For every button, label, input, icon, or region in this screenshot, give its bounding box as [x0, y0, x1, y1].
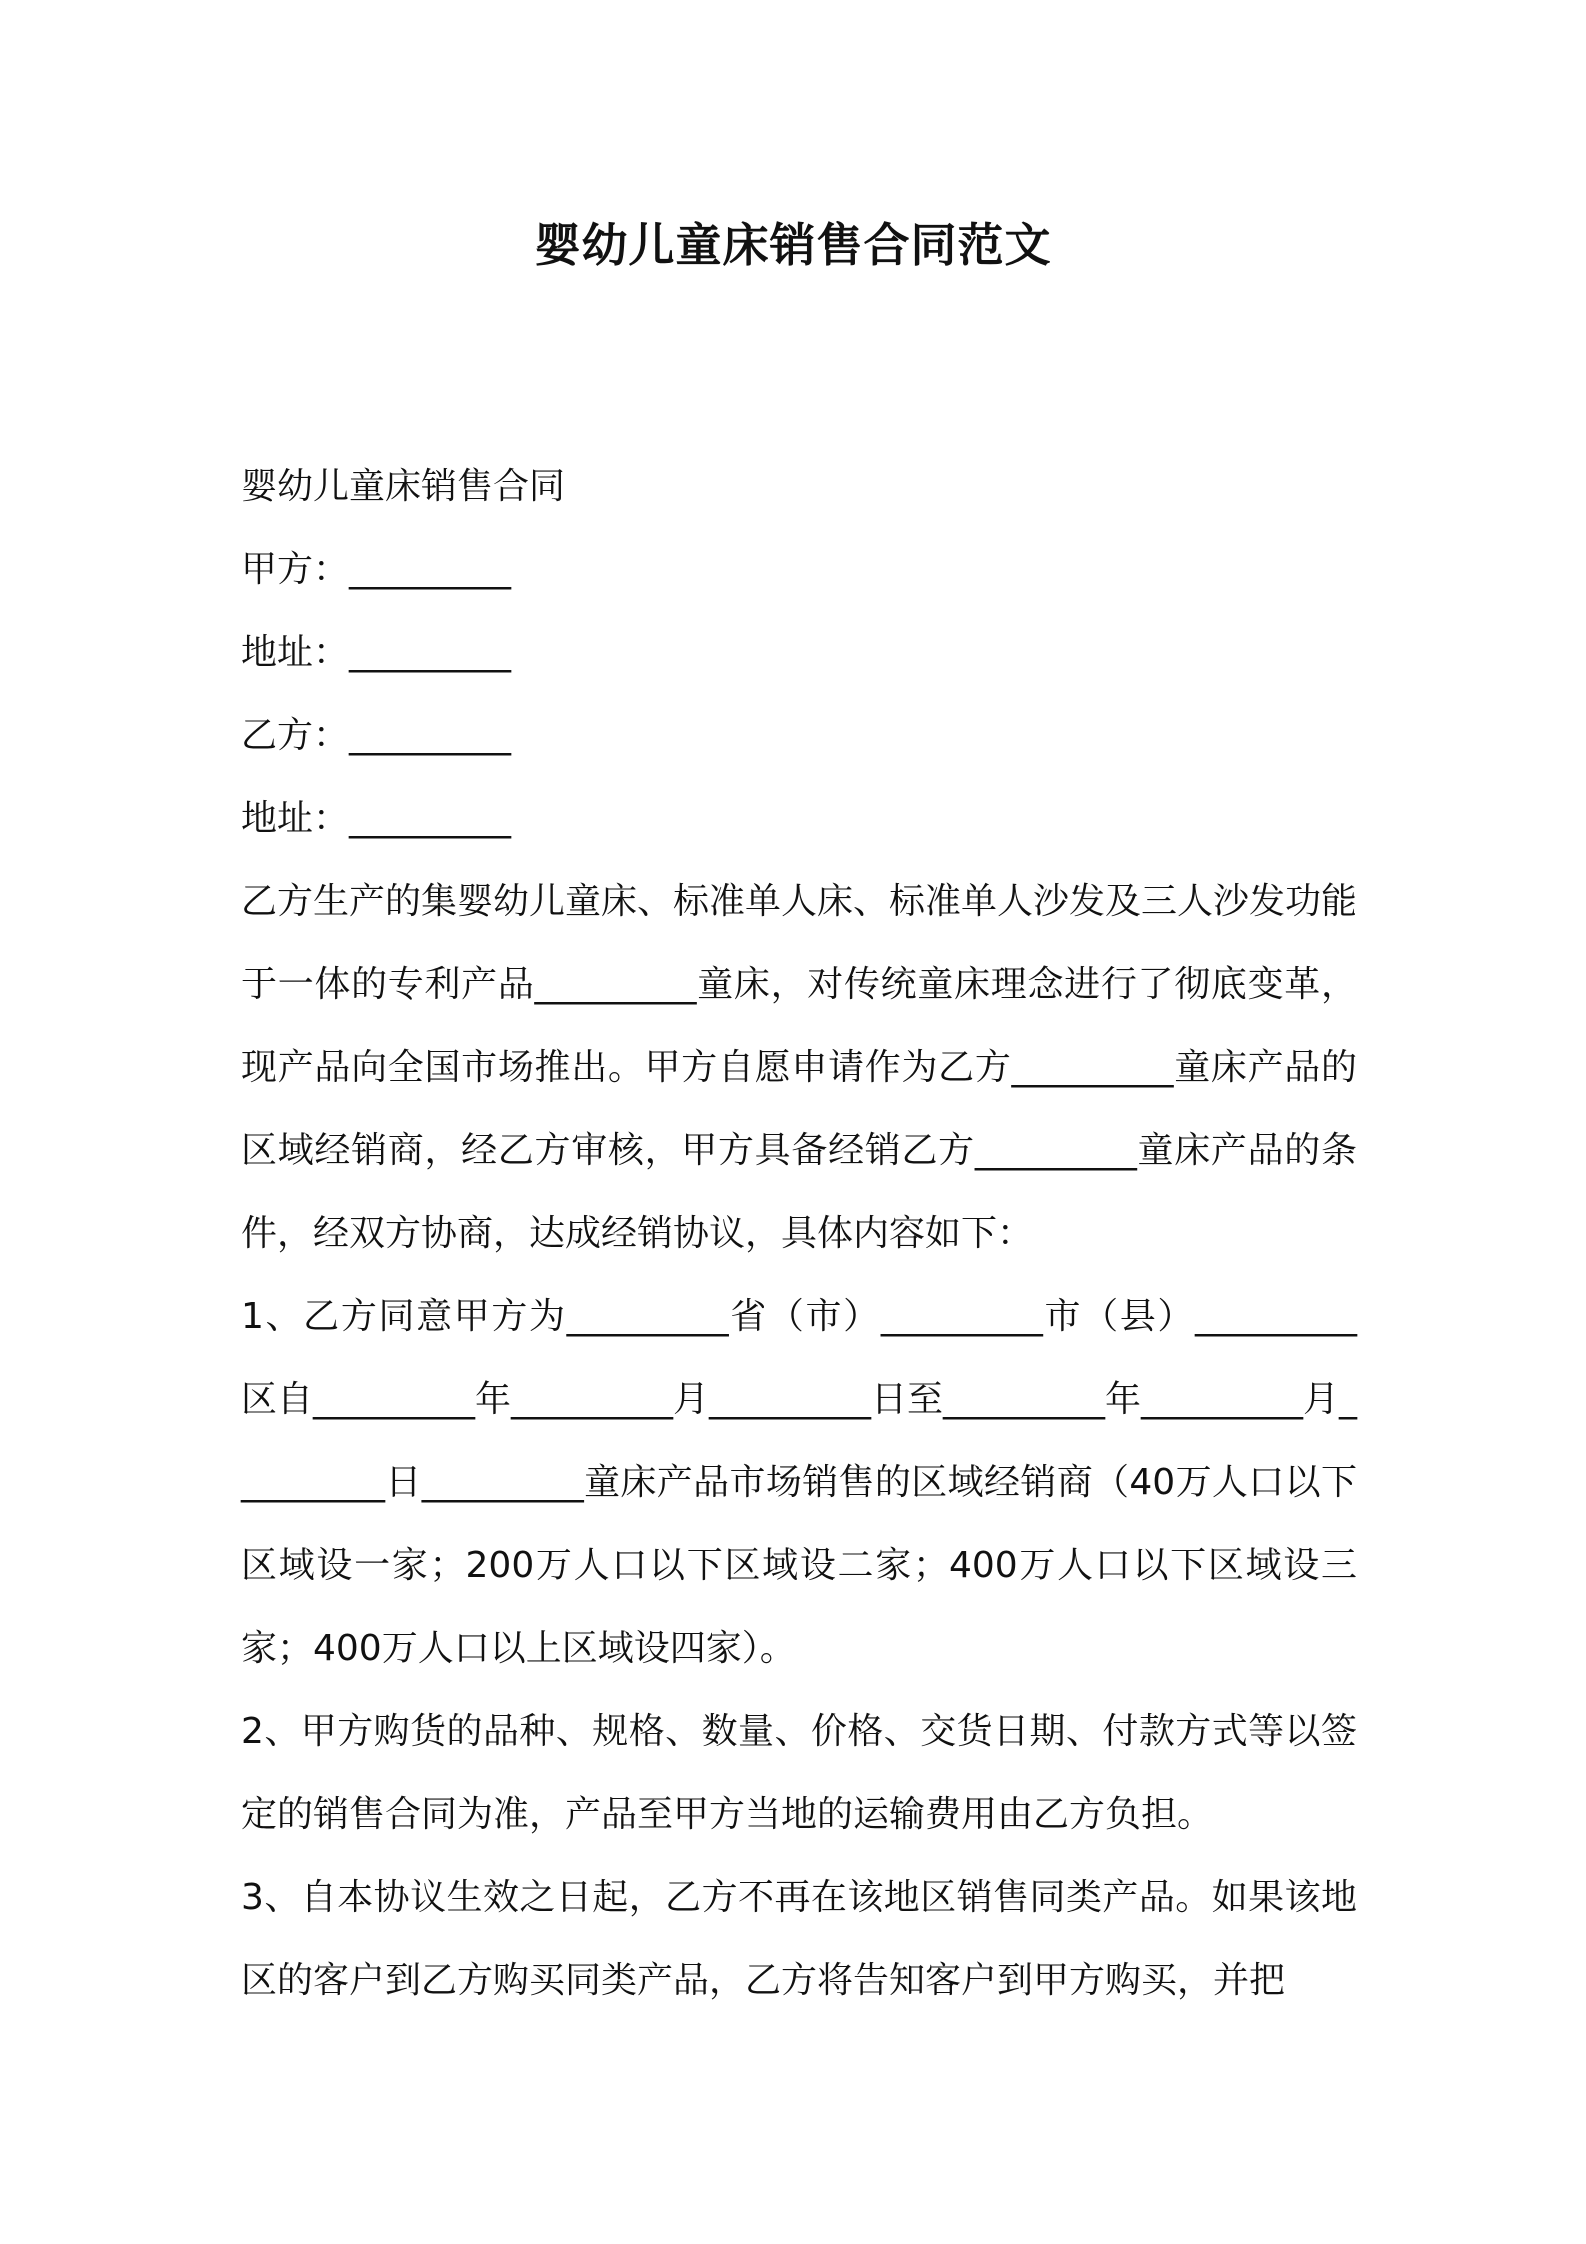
clause-3-paragraph: 3、自本协议生效之日起，乙方不再在该地区销售同类产品。如果该地区的客户到乙方购买同类产品，乙方将告知客户到甲方购买，并把	[241, 1877, 1357, 2001]
party-a-line: 甲方：_________	[241, 549, 512, 590]
contract-subtitle: 婴幼儿童床销售合同	[241, 466, 566, 507]
document-body	[241, 445, 1357, 2022]
party-b-address-line: 地址：_________	[241, 798, 512, 839]
clause-1-paragraph: 1、乙方同意甲方为_________省（市）_________市（县）_________区自_________年_________月_________日至_________年_________月_________日_________童床产品市场销售的区域经销商（40万人口以下区域设一家；200万人口以下区域设二家；400万人口以下区域设三家；400万人口以上区域设四家）。	[241, 1296, 1358, 1669]
intro-paragraph: 乙方生产的集婴幼儿童床、标准单人床、标准单人沙发及三人沙发功能于一体的专利产品_________童床，对传统童床理念进行了彻底变革，现产品向全国市场推出。甲方自愿申请作为乙方_________童床产品的区域经销商，经乙方审核，甲方具备经销乙方_________童床产品的条件，经双方协商，达成经销协议，具体内容如下：	[241, 881, 1358, 1254]
document-title: 婴幼儿童床销售合同范文	[534, 218, 1052, 272]
clause-2-paragraph: 2、甲方购货的品种、规格、数量、价格、交货日期、付款方式等以签定的销售合同为准，产品至甲方当地的运输费用由乙方负担。	[241, 1711, 1357, 1835]
party-a-address-line: 地址：_________	[241, 632, 512, 673]
party-b-line: 乙方：_________	[241, 715, 512, 756]
